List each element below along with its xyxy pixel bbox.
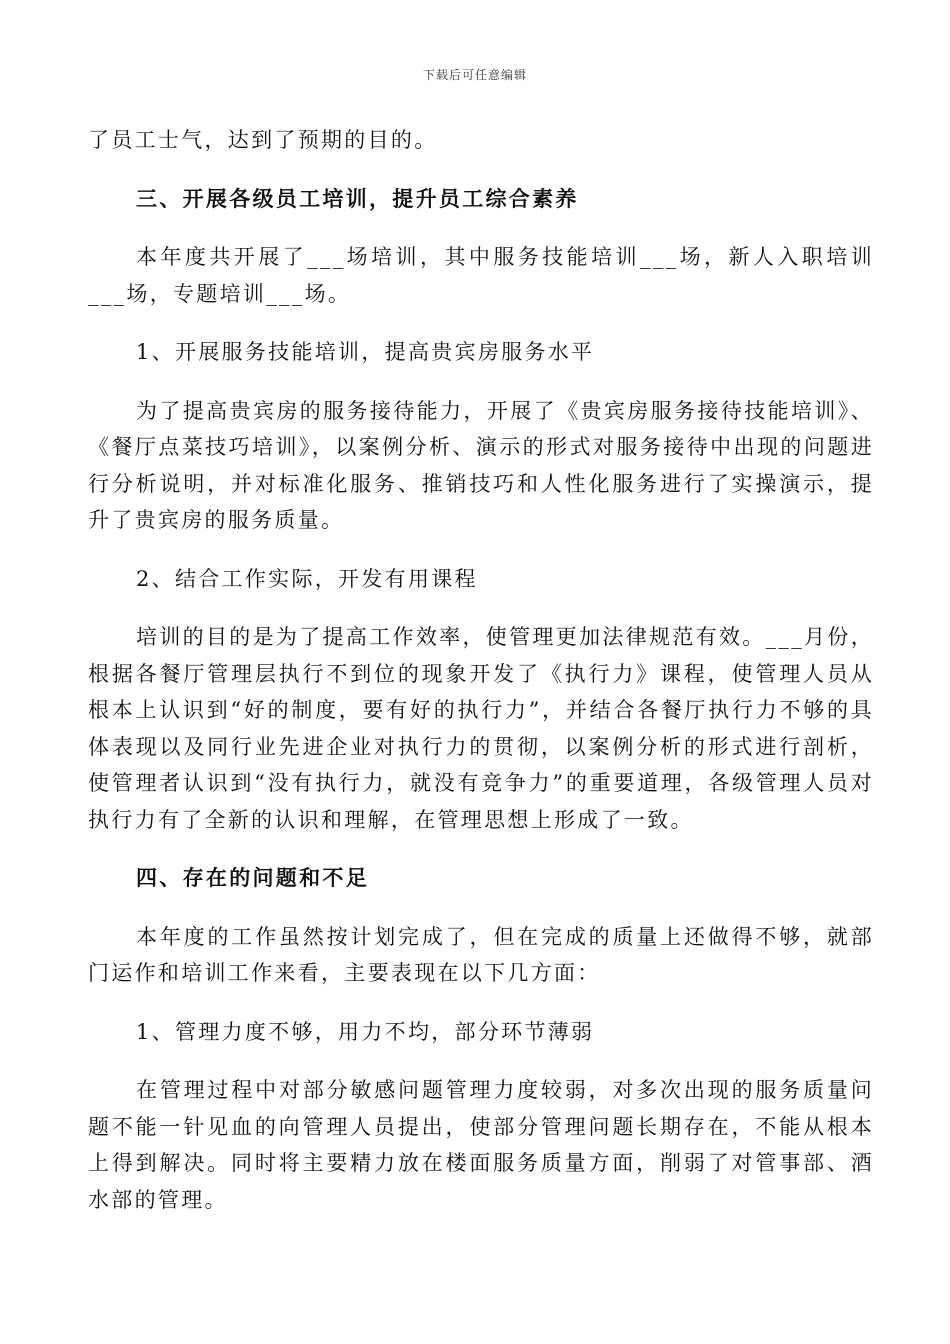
paragraph-service-skills: 为了提高贵宾房的服务接待能力，开展了《贵宾房服务接待技能培训》、《餐厅点菜技巧培训》，以案例分析、演示的形式对服务接待中出现的问题进行分析说明，并对标准化服务、推销技巧和人性化服务进行了实操演示，提升了贵宾房的服务质量。	[88, 398, 874, 532]
page-header-note: 下载后可任意编辑	[422, 68, 527, 82]
paragraph-training-summary: 本年度共开展了___场培训，其中服务技能培训___场，新人入职培训___场，专题培训___场。	[88, 245, 874, 306]
section-heading-3: 三、开展各级员工培训，提升员工综合素养	[136, 185, 579, 211]
paragraph-management-weakness: 在管理过程中对部分敏感问题管理力度较弱，对多次出现的服务质量问题不能一针见血的向管理人员提出，使部分管理问题长期存在，不能从根本上得到解决。同时将主要精力放在楼面服务质量方面，削弱了对管事部、酒水部的管理。	[88, 1078, 874, 1212]
subheading-courses: 2、结合工作实际，开发有用课程	[136, 566, 478, 591]
document-body	[88, 122, 874, 1218]
paragraph-continuation: 了员工士气，达到了预期的目的。	[88, 128, 438, 152]
paragraph-shortcomings: 本年度的工作虽然按计划完成了，但在完成的质量上还做得不够，就部门运作和培训工作来看，主要表现在以下几方面：	[88, 924, 874, 985]
paragraph-execution-course: 培训的目的是为了提高工作效率，使管理更加法律规范有效。___月份，根据各餐厅管理层执行不到位的现象开发了《执行力》课程，使管理人员从根本上认识到“好的制度，要有好的执行力”，并结合各餐厅执行力不够的具体表现以及同行业先进企业对执行力的贯彻，以案例分析的形式进行剖析，使管理者认识到“没有执行力，就没有竞争力”的重要道理，各级管理人员对执行力有了全新的认识和理解，在管理思想上形成了一致。	[88, 625, 874, 832]
section-heading-4: 四、存在的问题和不足	[136, 865, 369, 890]
subheading-management-weakness: 1、管理力度不够，用力不均，部分环节薄弱	[136, 1019, 595, 1044]
subheading-service-skills: 1、开展服务技能培训，提高贵宾房服务水平	[136, 340, 595, 364]
